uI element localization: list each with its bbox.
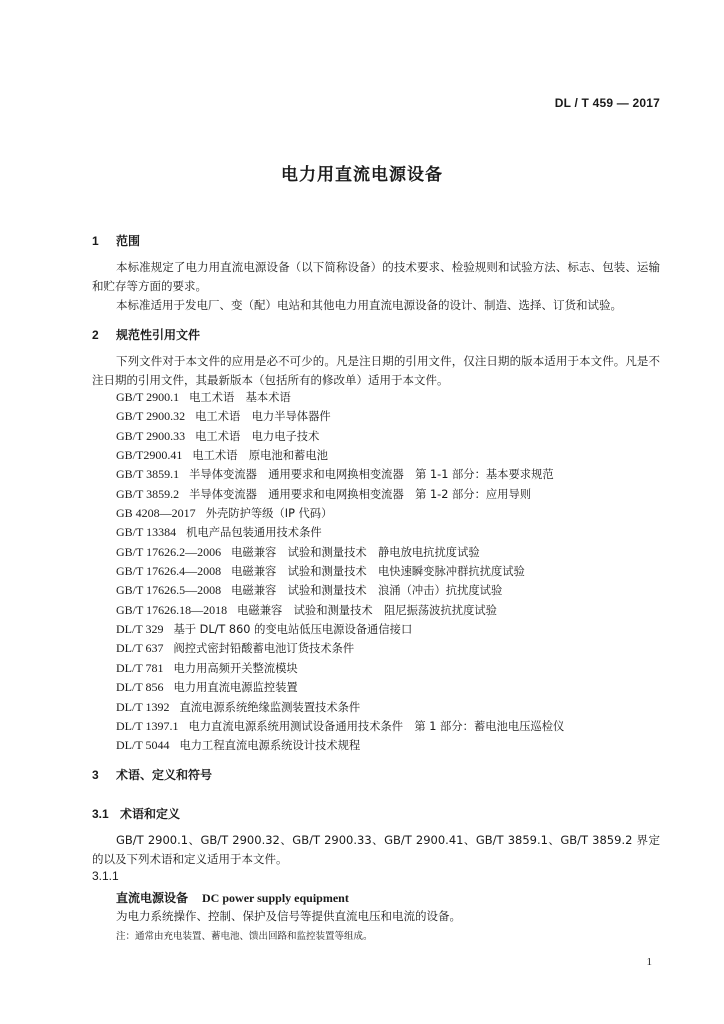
section-heading-normative — [92, 326, 200, 343]
document-title: 电力用直流电源设备 — [281, 165, 443, 185]
reference-code: GB/T 13384 — [116, 525, 177, 540]
reference-title: 阀控式密封铅酸蓄电池订货技术条件 — [173, 642, 355, 656]
reference-item — [116, 543, 564, 562]
scope-paragraph-2: 本标准适用于发电厂、变（配）电站和其他电力用直流电源设备的设计、制造、选择、订货和试验。 — [116, 298, 622, 312]
reference-title: 电磁兼容 试验和测量技术 静电放电抗扰度试验 — [231, 545, 480, 559]
term-english: DC power supply equipment — [202, 891, 349, 905]
reference-title: 电工术语 原电池和蓄电池 — [192, 449, 328, 463]
reference-title: 电工术语 基本术语 — [189, 391, 291, 404]
reference-code: DL/T 781 — [116, 660, 164, 675]
terms-intro: GB/T 2900.1、GB/T 2900.32、GB/T 2900.33、GB/T 2900.41、GB/T 3859.1、GB/T 3859.2 界定的以及下列术语和定义适用于本文件。 — [92, 833, 660, 866]
reference-item — [116, 698, 564, 717]
reference-title: 电力工程直流电源系统设计技术规程 — [179, 739, 361, 753]
reference-code: DL/T 329 — [116, 622, 164, 637]
reference-title: 电磁兼容 试验和测量技术 阻尼振荡波抗扰度试验 — [237, 603, 497, 617]
reference-code: DL/T 637 — [116, 641, 164, 656]
reference-title: 电工术语 电力半导体器件 — [195, 410, 331, 424]
reference-item — [116, 427, 564, 446]
section-title: 范围 — [116, 234, 141, 248]
reference-item — [116, 601, 564, 620]
reference-title: 直流电源系统绝缘监测装置技术条件 — [179, 700, 361, 714]
section-number: 2 — [92, 328, 99, 342]
reference-title: 基于 DL/T 860 的变电站低压电源设备通信接口 — [173, 623, 413, 637]
reference-code: GB/T 2900.33 — [116, 428, 186, 443]
reference-code: GB/T 17626.18—2018 — [116, 602, 228, 617]
reference-item — [116, 523, 564, 542]
reference-item — [116, 407, 564, 426]
reference-item — [116, 485, 564, 504]
section-title: 规范性引用文件 — [116, 328, 201, 342]
reference-title: 电磁兼容 试验和测量技术 电快速瞬变脉冲群抗扰度试验 — [231, 565, 525, 579]
section-number: 1 — [92, 234, 99, 248]
section-number: 3 — [92, 768, 99, 782]
page-number: 1 — [646, 956, 652, 968]
reference-item — [116, 717, 564, 736]
scope-paragraph-1: 本标准规定了电力用直流电源设备（以下简称设备）的技术要求、检验规则和试验方法、标志、包装、运输和贮存等方面的要求。 — [92, 260, 660, 293]
reference-code: GB/T2900.41 — [116, 448, 183, 463]
section-heading-terms — [92, 766, 212, 783]
reference-title: 电力用直流电源监控装置 — [173, 681, 298, 695]
reference-item — [116, 678, 564, 697]
term-entry — [116, 889, 349, 906]
subsection-number: 3.1 — [92, 807, 109, 821]
reference-code: GB/T 3859.2 — [116, 486, 180, 501]
reference-title: 半导体变流器 通用要求和电网换相变流器 第 1-1 部分：基本要求规范 — [189, 468, 554, 482]
term-note: 注：通常由充电装置、蓄电池、馈出回路和监控装置等组成。 — [116, 931, 373, 942]
subsection-heading-terms-definitions — [92, 805, 180, 822]
reference-title: 半导体变流器 通用要求和电网换相变流器 第 1-2 部分：应用导则 — [189, 487, 532, 501]
reference-code: DL/T 856 — [116, 680, 164, 695]
reference-code: GB 4208—2017 — [116, 506, 196, 521]
reference-title: 外壳防护等级（IP 代码） — [205, 507, 333, 521]
reference-item — [116, 659, 564, 678]
normative-intro: 下列文件对于本文件的应用是必不可少的。凡是注日期的引用文件，仅注日期的版本适用于本文件。凡是不注日期的引用文件，其最新版本（包括所有的修改单）适用于本文件。 — [92, 354, 660, 387]
reference-code: DL/T 1392 — [116, 699, 170, 714]
reference-code: GB/T 2900.1 — [116, 390, 180, 404]
reference-title: 电力直流电源系统用测试设备通用技术条件 第 1 部分：蓄电池电压巡检仪 — [188, 719, 565, 733]
reference-code: GB/T 17626.5—2008 — [116, 583, 222, 598]
reference-code: GB/T 17626.2—2006 — [116, 544, 222, 559]
reference-code: DL/T 1397.1 — [116, 718, 179, 733]
reference-item — [116, 639, 564, 658]
subsection-title: 术语和定义 — [120, 807, 181, 821]
reference-item — [116, 446, 564, 465]
reference-title: 电磁兼容 试验和测量技术 浪涌（冲击）抗扰度试验 — [231, 584, 503, 598]
reference-title: 机电产品包装通用技术条件 — [186, 526, 322, 540]
reference-code: GB/T 2900.32 — [116, 409, 186, 424]
section-heading-scope — [92, 232, 140, 249]
term-chinese: 直流电源设备 — [116, 891, 189, 905]
reference-item — [116, 504, 564, 523]
reference-list — [116, 388, 564, 756]
reference-item — [116, 620, 564, 639]
reference-item — [116, 736, 564, 755]
reference-title: 电力用高频开关整流模块 — [173, 661, 298, 675]
clause-number: 3.1.1 — [92, 869, 119, 883]
reference-item — [116, 388, 564, 407]
reference-title: 电工术语 电力电子技术 — [195, 429, 320, 443]
reference-item — [116, 465, 564, 484]
section-title: 术语、定义和符号 — [116, 768, 213, 782]
reference-code: GB/T 3859.1 — [116, 467, 180, 482]
term-definition: 为电力系统操作、控制、保护及信号等提供直流电压和电流的设备。 — [116, 909, 461, 923]
reference-item — [116, 581, 564, 600]
reference-code: DL/T 5044 — [116, 738, 170, 753]
reference-item — [116, 562, 564, 581]
standard-code: DL / T 459 — 2017 — [554, 96, 660, 110]
reference-code: GB/T 17626.4—2008 — [116, 564, 222, 579]
